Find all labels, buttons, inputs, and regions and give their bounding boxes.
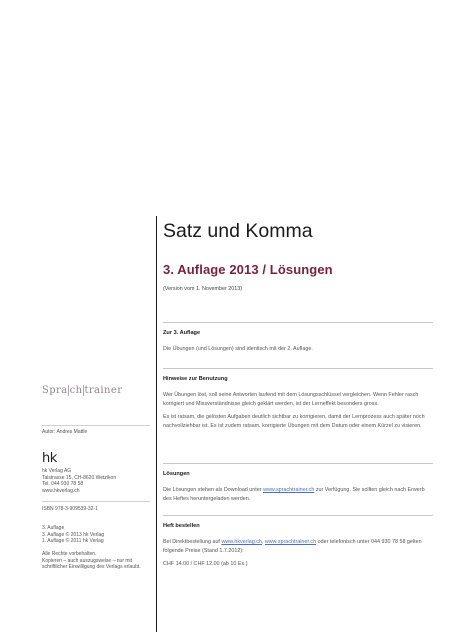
section-heading: Hinweise zur Benutzung (163, 376, 228, 382)
logo-text: ner (104, 385, 123, 396)
author-line: Autor: Andres Mattle (42, 429, 88, 435)
sprachtrainer-link[interactable]: www.sprachtrainer.ch (264, 539, 317, 545)
logo-text: ch (69, 385, 83, 396)
divider (42, 425, 150, 426)
text-fragment: Die Lösungen stehen als Download unter (163, 487, 264, 493)
section-heft-bestellen (163, 515, 433, 573)
page-subtitle: 3. Auflage 2013 / Lösungen (163, 262, 333, 277)
section-text: Die Übungen (und Lösungen) sind identisch mit der 2. Auflage. (163, 346, 313, 352)
rights-line: schriftlicher Einwilligung des Verlags erlaubt. (42, 564, 141, 571)
section-divider (163, 368, 433, 369)
section-divider (163, 515, 433, 516)
logo-text: Spra (42, 385, 68, 396)
hkverlag-link[interactable]: www.hkverlag.ch (221, 539, 262, 545)
isbn-line: ISBN 978-3-909539-32-1 (42, 506, 98, 512)
divider (42, 501, 150, 502)
section-heading: Heft bestellen (163, 523, 200, 529)
section-divider (163, 463, 433, 464)
page-title: Satz und Komma (163, 220, 313, 242)
edition-line: 3. Auflage (42, 525, 65, 531)
isbn-block (42, 501, 152, 513)
section-paragraph: Wer Übungen löst, soll seine Antworten laufend mit dem Lösungsschlüssel vergleichen. Wenn Fehler rasch korrigiert und Missverständnisse gleich geklärt werden, ist der Lerneffekt besonders gross. (163, 392, 419, 408)
section-text (163, 486, 433, 505)
sprachtrainer-logo (42, 385, 122, 396)
author-block (42, 425, 152, 436)
publisher-name: hk Verlag AG (42, 468, 72, 474)
section-divider (163, 322, 433, 323)
section-paragraph: Es ist ratsam, die gelösten Aufgaben deutlich sichtbar zu korrigieren, damit der Lernprozess auch später noch nachvollziehbar ist. Es ist zudem ratsam, korrigierte Übungen mit dem Datum oder einem Kürzel zu visieren. (163, 413, 425, 430)
text-fragment: , (261, 539, 265, 545)
edition-block (42, 525, 152, 545)
publisher-block (42, 468, 152, 494)
vertical-divider (156, 216, 157, 632)
section-heading: Lösungen (163, 471, 190, 477)
edition-line: 1. Auflage © 2011 hk Verlag (42, 538, 104, 545)
text-fragment: Bei Direktbestellung auf (163, 539, 222, 545)
rights-line: Alle Rechte vorbehalten. (42, 551, 97, 557)
section-zur-auflage (163, 322, 433, 358)
price-text: CHF 14.00 / CHF 12.00 (ab 10 Ex.) (163, 560, 248, 567)
publisher-phone: Tel. 044 930 78 58 (42, 481, 84, 488)
publisher-address: Talstrasse 15, CH-8620 Wetzikon (42, 474, 117, 481)
version-note: (Version vom 1. November 2013) (163, 286, 243, 292)
section-loesungen (163, 463, 433, 509)
sprachtrainer-link[interactable]: www.sprachtrainer.ch (263, 487, 315, 493)
section-text (163, 538, 433, 557)
edition-line: 3. Auflage © 2013 hk Verlag (42, 531, 105, 538)
logo-text: i (100, 385, 105, 396)
rights-line: Kopieren – auch auszugsweise – nur mit (42, 557, 133, 564)
text-fragment: zur Verfügung. Sie sollten gleich nach Erwerb des Heftes heruntergeladen werden. (163, 487, 425, 503)
section-hinweise (163, 368, 433, 436)
logo-text: tra (84, 385, 101, 396)
hk-verlag-logo: hk (42, 451, 57, 466)
text-fragment: oder telefonisch unter 044 930 78 58 gelten folgende Preise (Stand 1.7.2012): (163, 539, 422, 555)
section-heading: Zur 3. Auflage (163, 330, 201, 336)
rights-block (42, 551, 152, 571)
publisher-website: www.hkverlag.ch (42, 487, 80, 494)
